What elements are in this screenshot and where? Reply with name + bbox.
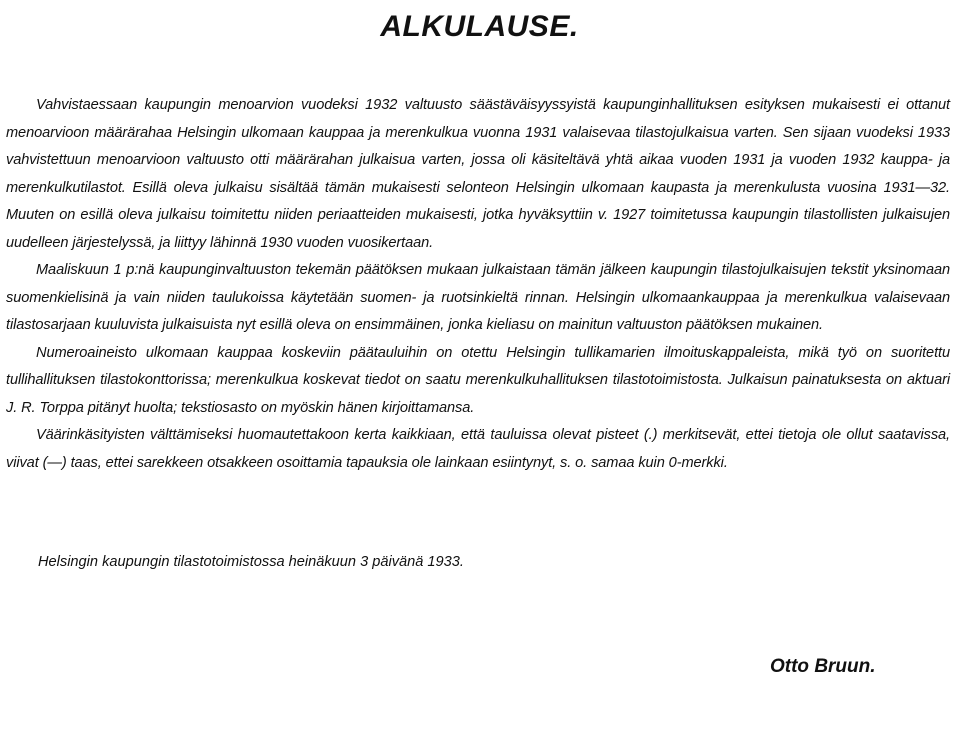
paragraph-2: Maaliskuun 1 p:nä kaupunginvaltuuston tekemän päätöksen mukaan julkaistaan tämän jälkeen kaupungin tilastojulkaisujen tekstit yksinomaan suomenkielisinä ja vain niiden taulukoissa käytetään suomen- ja ruotsinkieltä rinnan. Helsingin ulkomaankauppaa ja merenkulkua valaisevaan tilastosarjaan kuuluvista julkaisuista nyt esillä oleva on ensimmäinen, jonka kieliasu on mainitun valtuuston päätöksen mukainen. [6, 262, 950, 333]
page-title: ALKULAUSE. [380, 10, 579, 43]
preface-body [6, 92, 950, 477]
paragraph-1: Vahvistaessaan kaupungin menoarvion vuodeksi 1932 valtuusto säästäväisyyssyistä kaupunginhallituksen esityksen mukaisesti ei ottanut menoarvioon määrärahaa Helsingin ulkomaan kauppaa ja merenkulkua vuonna 1931 valaisevaa tilastojulkaisua varten. Sen sijaan vuodeksi 1933 vahvistettuun menoarvioon valtuusto otti määrärahan julkaisua varten, jossa oli käsiteltävä yhtä aikaa vuoden 1931 ja vuoden 1932 kauppa- ja merenkulkutilastot. Esillä oleva julkaisu sisältää tämän mukaisesti selonteon Helsingin ulkomaan kaupasta ja merenkulusta vuosina 1931—32. Muuten on esillä oleva julkaisu toimitettu niiden periaatteiden mukaisesti, jotka hyväksyttiin v. 1927 toimitetussa kaupungin tilastollisten julkaisujen uudelleen järjestelyssä, ja liittyy lähinnä 1930 vuoden vuosikertaan. [6, 97, 950, 251]
paragraph-3: Numeroaineisto ulkomaan kauppaa koskeviin päätauluihin on otettu Helsingin tullikamarien ilmoituskappaleista, mikä työ on suoritettu tullihallituksen tilastokonttorissa; merenkulkua koskevat tiedot on saatu merenkulkuhallituksen tilastotoimistosta. Julkaisun painatuksesta on aktuari J. R. Torppa pitänyt huolta; tekstiosasto on myöskin hänen kirjoittamansa. [6, 344, 950, 416]
signature: Otto Bruun. [770, 656, 876, 677]
paragraph-4: Väärinkäsityisten välttämiseksi huomautettakoon kerta kaikkiaan, että tauluissa olevat pisteet (.) merkitsevät, ettei tietoja ole ollut saatavissa, viivat (—) taas, ettei sarekkeen otsakkeen osoittamia tapauksia ole lainkaan esiintynyt, s. o. samaa kuin 0-merkki. [6, 427, 950, 471]
place-and-date: Helsingin kaupungin tilastotoimistossa heinäkuun 3 päivänä 1933. [38, 554, 464, 570]
